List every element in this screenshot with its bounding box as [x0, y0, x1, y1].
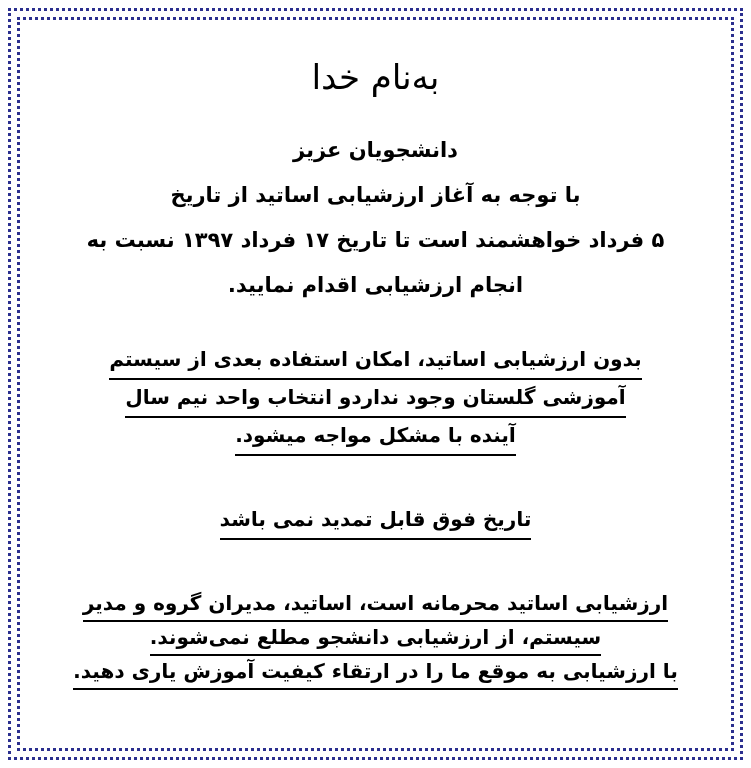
warning-line: آینده با مشکل مواجه میشود.	[235, 418, 516, 456]
warning-line: آموزشی گلستان وجود نداردو انتخاب واحد نیم سال	[125, 380, 625, 418]
intro-line: ۵ فرداد خواهشمند است تا تاریخ ۱۷ فرداد ۱۳۹۷ نسبت به	[86, 228, 665, 252]
intro-line: دانشجویان عزیز	[293, 138, 458, 162]
intro-paragraph	[32, 128, 719, 308]
warning-line: بدون ارزشیابی اساتید، امکان استفاده بعدی از سیستم	[109, 342, 641, 380]
closing-line: سیستم، از ارزشیابی دانشجو مطلع نمی‌شوند.	[150, 622, 601, 656]
closing-line: ارزشیابی اساتید محرمانه است، اساتید، مدیران گروه و مدیر	[83, 588, 668, 622]
announcement-body	[32, 30, 719, 736]
intro-line: با توجه به آغاز ارزشیابی اساتید از تاریخ	[170, 183, 581, 207]
closing-line: با ارزشیابی به موقع ما را در ارتقاء کیفیت آموزش یاری دهید.	[73, 656, 678, 690]
deadline-paragraph	[32, 502, 719, 540]
warning-paragraph	[32, 342, 719, 456]
closing-paragraph	[32, 588, 719, 690]
deadline-note: تاریخ فوق قابل تمدید نمی باشد	[220, 502, 532, 540]
page-title: به‌نام خدا	[311, 58, 440, 98]
intro-line: انجام ارزشیابی اقدام نمایید.	[227, 273, 524, 297]
